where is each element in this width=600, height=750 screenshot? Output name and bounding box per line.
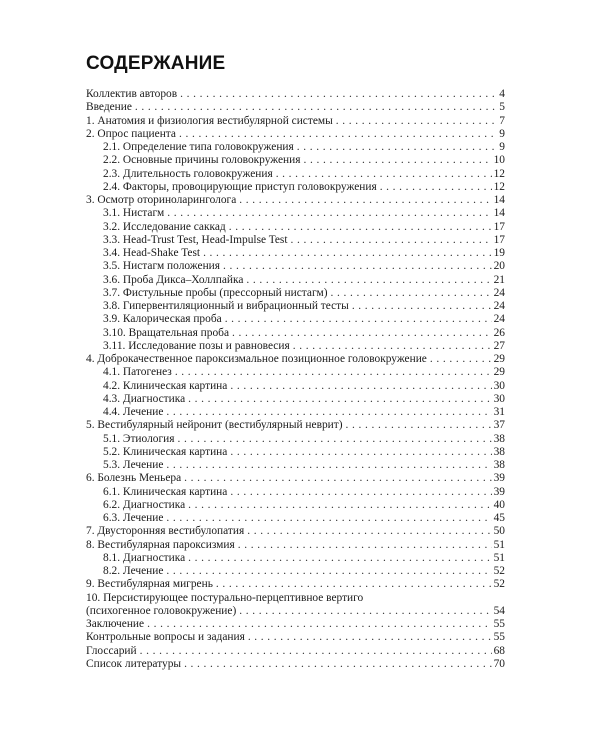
dot-leader xyxy=(239,194,491,207)
toc-entry-label: 2.3. Длительность головокружения xyxy=(103,167,273,180)
toc-entry xyxy=(86,168,505,181)
dot-leader xyxy=(291,234,492,247)
toc-entry xyxy=(86,592,505,605)
dot-leader xyxy=(346,419,492,432)
toc-entry-label: 5.1. Этиология xyxy=(103,432,175,445)
toc-entry-label: 10. Персистирующее постурально-перцептивное вертиго xyxy=(86,591,364,604)
toc-entry-page: 37 xyxy=(493,419,505,432)
toc-entry xyxy=(86,221,505,234)
toc-entry-label: 2. Опрос пациента xyxy=(86,127,176,140)
toc-entry-label: 8.2. Лечение xyxy=(103,565,164,577)
dot-leader xyxy=(184,658,492,671)
dot-leader xyxy=(166,512,491,525)
toc-entry-page: 70 xyxy=(493,657,505,670)
dot-leader xyxy=(293,340,492,353)
toc-entry-label: 4.1. Патогенез xyxy=(103,366,172,379)
toc-entry-page: 14 xyxy=(493,207,505,220)
toc-entry-label: 2.4. Факторы, провоцирующие приступ головокружения xyxy=(103,180,377,193)
toc-entry-page: 52 xyxy=(493,578,505,591)
toc-entry-label: 6.2. Диагностика xyxy=(103,498,186,511)
toc-entry xyxy=(86,486,505,499)
toc-entry-page: 50 xyxy=(493,525,505,538)
toc-entry-label: 7. Двусторонняя вестибулопатия xyxy=(86,525,245,538)
toc-entry xyxy=(86,327,505,340)
dot-leader xyxy=(188,393,491,406)
toc-entry-label: 3.7. Фистульные пробы (прессорный нистагм) xyxy=(103,286,328,299)
dot-leader xyxy=(352,300,492,313)
toc-entry xyxy=(86,618,505,631)
dot-leader xyxy=(430,353,492,366)
toc-entry-label: 3.6. Проба Дикса–Холлпайка xyxy=(103,273,244,286)
toc-entry-label: 5.3. Лечение xyxy=(103,459,164,471)
toc-entry-page: 54 xyxy=(493,604,505,617)
toc-entry-page: 27 xyxy=(493,339,505,352)
toc-entry xyxy=(86,645,505,658)
toc-entry-page: 51 xyxy=(493,538,505,551)
toc-entry xyxy=(86,539,505,552)
toc-entry-page: 9 xyxy=(499,141,505,153)
toc-entry-page: 52 xyxy=(493,565,505,577)
dot-leader xyxy=(380,181,492,194)
toc-entry xyxy=(86,181,505,194)
toc-entry xyxy=(86,274,505,287)
toc-entry-page: 24 xyxy=(493,313,505,326)
toc-entry-page: 17 xyxy=(493,220,505,233)
toc-entry-page: 39 xyxy=(493,485,505,498)
toc-entry xyxy=(86,499,505,512)
toc-entry xyxy=(86,128,505,141)
toc-entry xyxy=(86,631,505,644)
toc-entry xyxy=(86,512,505,525)
toc-entry-page: 5 xyxy=(499,101,505,114)
toc-entry xyxy=(86,393,505,406)
toc-entry-label: 3.8. Гипервентиляционный и вибрационный тесты xyxy=(103,300,349,312)
toc-entry-label: 4.2. Клиническая картина xyxy=(103,379,228,392)
toc-entry-label: 4.4. Лечение xyxy=(103,406,164,418)
dot-leader xyxy=(223,260,492,273)
toc-entry-page: 40 xyxy=(493,498,505,511)
toc-entry xyxy=(86,115,505,128)
dot-leader xyxy=(166,459,491,472)
dot-leader xyxy=(230,446,491,459)
dot-leader xyxy=(225,313,492,326)
toc-entry-label: 4.3. Диагностика xyxy=(103,392,186,405)
dot-leader xyxy=(180,88,497,101)
toc-entry xyxy=(86,605,505,618)
dot-leader xyxy=(336,115,498,128)
toc-entry xyxy=(86,552,505,565)
toc-entry-label: 3.9. Калорическая проба xyxy=(103,313,222,326)
dot-leader xyxy=(203,247,492,260)
toc-entry xyxy=(86,525,505,538)
toc-entry xyxy=(86,88,505,101)
toc-entry-page: 19 xyxy=(493,247,505,259)
dot-leader xyxy=(167,207,491,220)
dot-leader xyxy=(230,380,491,393)
toc-entry-label: 3.11. Исследование позы и равновесия xyxy=(103,339,290,352)
toc-entry-page: 38 xyxy=(493,459,505,471)
toc-entry-page: 29 xyxy=(493,353,505,365)
dot-leader xyxy=(216,578,492,591)
toc-entry-page: 24 xyxy=(493,300,505,312)
toc-entry-label: 3.3. Head-Trust Test, Head-Impulse Test xyxy=(103,233,288,246)
toc-entry-page: 45 xyxy=(493,512,505,524)
toc-entry-label: 8. Вестибулярная пароксизмия xyxy=(86,538,235,551)
toc-entry xyxy=(86,141,505,154)
toc-entry xyxy=(86,658,505,671)
toc-entry-page: 30 xyxy=(493,392,505,405)
dot-leader xyxy=(179,128,497,141)
toc-entry-label: Контрольные вопросы и задания xyxy=(86,631,245,644)
toc-entry xyxy=(86,578,505,591)
toc-entry-label: 4. Доброкачественное пароксизмальное позиционное головокружение xyxy=(86,353,427,365)
toc-entry-page: 7 xyxy=(499,114,505,127)
toc-entry-page: 12 xyxy=(493,167,505,180)
toc-entry-label: 3.4. Head-Shake Test xyxy=(103,247,201,259)
dot-leader xyxy=(239,605,491,618)
toc-entry-label: Заключение xyxy=(86,618,145,630)
dot-leader xyxy=(229,221,492,234)
toc-entry-label: 3.5. Нистагм положения xyxy=(103,260,221,273)
dot-leader xyxy=(175,366,492,379)
toc-entry xyxy=(86,340,505,353)
dot-leader xyxy=(248,631,492,644)
toc-entry-page: 4 xyxy=(499,88,505,100)
toc-entry xyxy=(86,406,505,419)
toc-entry xyxy=(86,260,505,273)
toc-entry-page: 24 xyxy=(493,286,505,299)
dot-leader xyxy=(238,539,492,552)
dot-leader xyxy=(135,101,497,114)
toc-entry-label: Коллектив авторов xyxy=(86,88,178,100)
toc-entry xyxy=(86,207,505,220)
toc-entry-label: Введение xyxy=(86,101,132,114)
toc-entry-label: 2.1. Определение типа головокружения xyxy=(103,141,294,153)
toc-entry-page: 26 xyxy=(493,326,505,339)
toc-entry-page: 38 xyxy=(493,445,505,458)
dot-leader xyxy=(276,168,492,181)
toc-entry-page: 38 xyxy=(493,432,505,445)
toc-entry-page: 20 xyxy=(493,260,505,273)
dot-leader xyxy=(188,499,491,512)
toc-entry-page: 12 xyxy=(493,180,505,193)
toc-entry xyxy=(86,366,505,379)
toc-entry xyxy=(86,154,505,167)
dot-leader xyxy=(166,406,491,419)
toc-entry-label: 6. Болезнь Меньера xyxy=(86,472,182,485)
toc-entry xyxy=(86,313,505,326)
dot-leader xyxy=(177,433,491,446)
toc-entry-label: 5. Вестибулярный нейронит (вестибулярный неврит) xyxy=(86,419,343,432)
toc-entry-page: 68 xyxy=(493,644,505,657)
toc-entry xyxy=(86,353,505,366)
toc-entry-label: 6.1. Клиническая картина xyxy=(103,485,228,498)
toc-entry-label: Список литературы xyxy=(86,657,182,670)
toc-entry-page: 17 xyxy=(493,233,505,246)
dot-leader xyxy=(246,274,491,287)
dot-leader xyxy=(147,618,492,631)
toc-entry-page: 51 xyxy=(493,551,505,564)
toc-entry-label: Глоссарий xyxy=(86,644,137,657)
toc-entry-page: 39 xyxy=(493,472,505,485)
dot-leader xyxy=(184,472,491,485)
dot-leader xyxy=(297,141,498,154)
toc-entry-label: (психогенное головокружение) xyxy=(86,604,237,617)
dot-leader xyxy=(303,154,491,167)
toc-entry-label: 6.3. Лечение xyxy=(103,512,164,524)
toc-entry xyxy=(86,234,505,247)
toc-entry-label: 3. Осмотр оториноларинголога xyxy=(86,194,237,206)
toc-entry-label: 1. Анатомия и физиология вестибулярной системы xyxy=(86,114,333,127)
toc-entry xyxy=(86,194,505,207)
dot-leader xyxy=(140,645,492,658)
toc-entry xyxy=(86,101,505,114)
dot-leader xyxy=(166,565,491,578)
table-of-contents xyxy=(86,88,505,671)
toc-entry-label: 8.1. Диагностика xyxy=(103,551,186,564)
toc-entry xyxy=(86,446,505,459)
dot-leader xyxy=(247,525,491,538)
toc-entry-label: 5.2. Клиническая картина xyxy=(103,445,228,458)
toc-entry xyxy=(86,287,505,300)
toc-entry xyxy=(86,565,505,578)
toc-entry-label: 3.10. Вращательная проба xyxy=(103,326,229,339)
dot-leader xyxy=(232,327,492,340)
toc-entry xyxy=(86,472,505,485)
toc-entry-page: 14 xyxy=(493,194,505,206)
toc-entry-page: 30 xyxy=(493,379,505,392)
toc-entry xyxy=(86,300,505,313)
toc-entry xyxy=(86,247,505,260)
toc-entry-label: 9. Вестибулярная мигрень xyxy=(86,578,213,591)
toc-entry xyxy=(86,380,505,393)
toc-entry-page: 55 xyxy=(493,618,505,630)
toc-entry-label: 3.1. Нистагм xyxy=(103,207,165,220)
page-title: СОДЕРЖАНИЕ xyxy=(86,53,226,74)
dot-leader xyxy=(330,287,491,300)
toc-entry-page: 29 xyxy=(493,366,505,379)
toc-entry-label: 2.2. Основные причины головокружения xyxy=(103,154,301,167)
toc-entry xyxy=(86,433,505,446)
toc-entry-page: 9 xyxy=(499,127,505,140)
dot-leader xyxy=(188,552,491,565)
toc-entry-page: 21 xyxy=(493,273,505,286)
toc-entry xyxy=(86,419,505,432)
toc-entry-page: 10 xyxy=(493,154,505,167)
toc-entry xyxy=(86,459,505,472)
toc-entry-page: 31 xyxy=(493,406,505,418)
toc-entry-page: 55 xyxy=(493,631,505,644)
toc-entry-label: 3.2. Исследование саккад xyxy=(103,220,226,233)
dot-leader xyxy=(230,486,491,499)
